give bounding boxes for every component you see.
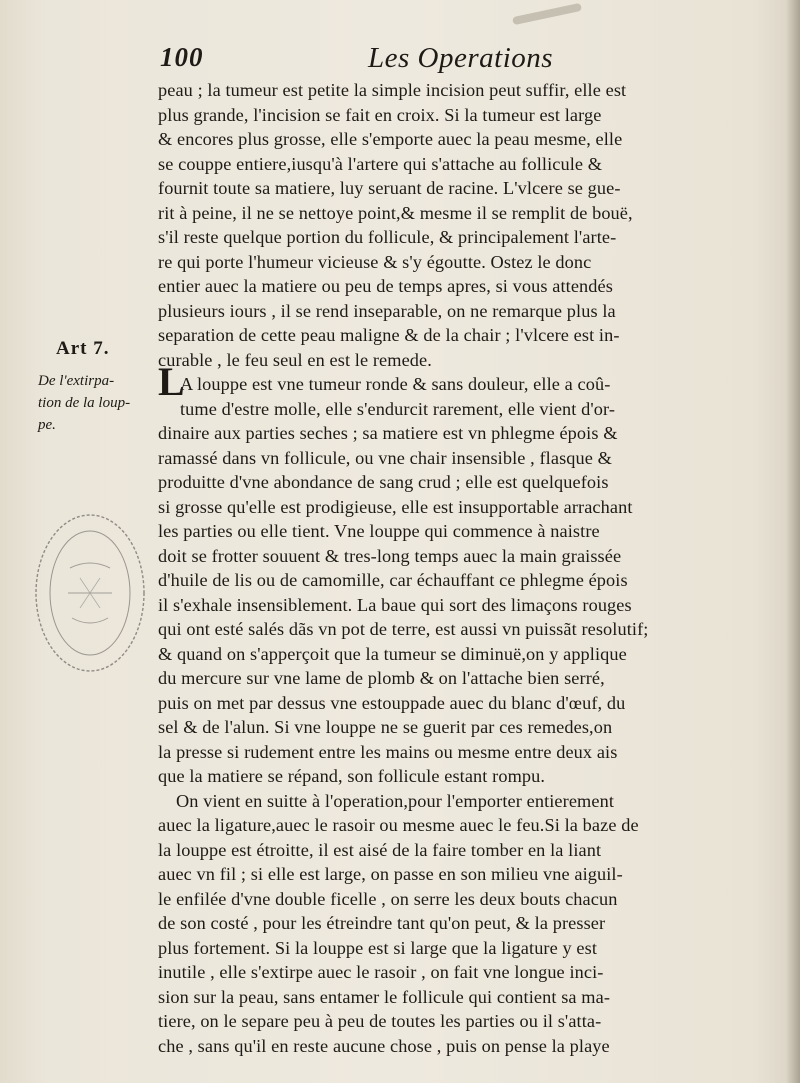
drop-cap: L [158,359,185,404]
text-line: On vient en suitte à l'operation,pour l'emporter entierement [176,790,614,811]
text-line: & quand on s'apperçoit que la tumeur se diminuë,on y applique [158,643,627,664]
text-line: sel & de l'alun. Si vne louppe ne se guerit par ces remedes,on [158,717,613,737]
text-line: doit se frotter souuent & tres-long temps auec la main graissée [158,545,622,566]
text-line: les parties ou elle tient. Vne louppe qui commence à naistre [158,521,600,541]
margin-title-line: pe. [38,417,56,433]
text-line: auec la ligature,auec le rasoir ou mesme auec le feu.Si la baze de [158,815,639,835]
text-line: tume d'estre molle, elle s'endurcit rarement, elle vient d'or- [180,398,616,419]
text-line: A louppe est vne tumeur ronde & sans douleur, elle a coû- [180,374,611,394]
text-line: & encores plus grosse, elle s'emporte auec la peau mesme, elle [158,129,623,149]
text-line: qui ont esté salés dãs vn pot de terre, est aussi vn puissãt resolutif; [158,619,649,639]
text-line: dinaire aux parties seches ; sa matiere est vn phlegme épois & [158,423,618,443]
text-line: la presse si rudement entre les mains ou mesme entre deux ais [158,741,618,762]
text-line: che , sans qu'il en reste aucune chose , puis on pense la playe [158,1035,610,1056]
page-number: 100 [160,42,204,72]
text-line: du mercure sur vne lame de plomb & on l'attache bien serré, [158,668,605,688]
text-line: ramassé dans vn follicule, ou vne chair insensible , flasque & [158,447,612,468]
text-line: le enfilée d'vne double ficelle , on serre les deux bouts chacun [158,888,618,909]
text-line: curable , le feu seul en est le remede. [158,349,432,370]
text-line: si grosse qu'elle est prodigieuse, elle est insupportable arrachant [158,496,633,517]
running-head: Les Operations [368,42,554,74]
page-edge-shadow [786,0,800,1083]
margin-article-number: Art 7. [56,338,110,359]
main-text [158,78,758,1058]
margin-title-line: tion de la loup- [38,395,131,411]
ink-smudge [512,3,582,25]
text-line: puis on met par dessus vne estouppade auec du blanc d'œuf, du [158,692,626,713]
text-line: auec vn fil ; si elle est large, on passe en son milieu vne aiguil- [158,864,623,884]
library-stamp-icon [30,508,150,678]
text-line: de son costé , pour les étreindre tant qu'on peut, & la presser [158,913,606,933]
text-line: plusieurs iours , il se rend inseparable, on ne remarque plus la [158,300,616,321]
text-line: plus grande, l'incision se fait en croix. Si la tumeur est large [158,104,602,125]
text-line: rit à peine, il ne se nettoye point,& mesme il se remplit de bouë, [158,202,633,223]
text-line: entier auec la matiere ou peu de temps apres, si vous attendés [158,276,613,296]
text-line: plus fortement. Si la louppe est si large que la ligature y est [158,937,598,958]
text-line: produitte d'vne abondance de sang crud ; elle est quelquefois [158,472,609,492]
margin-title-line: De l'extirpa- [38,373,115,389]
text-line: sion sur la peau, sans entamer le follicule qui contient sa ma- [158,986,611,1007]
page-header [0,42,800,82]
text-line: re qui porte l'humeur vicieuse & s'y égoutte. Ostez le donc [158,251,592,272]
text-line: se couppe entiere,iusqu'à l'artere qui s'attache au follicule & [158,153,603,174]
text-line: s'il reste quelque portion du follicule, & principalement l'arte- [158,227,617,247]
text-line: que la matiere se répand, son follicule estant rompu. [158,766,546,786]
text-line: fournit toute sa matiere, luy seruant de racine. L'vlcere se gue- [158,178,621,198]
text-line: tiere, on le separe peu à peu de toutes les parties ou il s'atta- [158,1011,602,1031]
text-line: separation de cette peau maligne & de la chair ; l'vlcere est in- [158,325,620,345]
text-line: inutile , elle s'extirpe auec le rasoir , on fait vne longue inci- [158,962,604,982]
text-line: il s'exhale insensiblement. La baue qui sort des limaçons rouges [158,594,632,615]
text-line: peau ; la tumeur est petite la simple incision peut suffir, elle est [158,80,627,100]
text-line: d'huile de lis ou de camomille, car échauffant ce phlegme épois [158,570,628,590]
margin-article-title [38,370,158,436]
text-line: la louppe est étroitte, il est aisé de la faire tomber en la liant [158,839,602,860]
